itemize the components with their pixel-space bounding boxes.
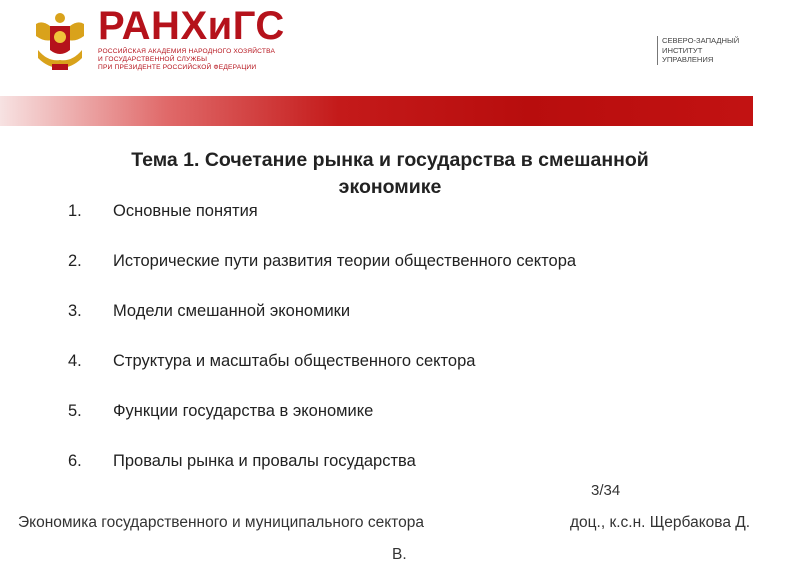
header-accent-bar bbox=[0, 96, 753, 126]
brand-name: РАНХиГС bbox=[98, 4, 285, 48]
brand-sub-line: РОССИЙСКАЯ АКАДЕМИЯ НАРОДНОГО ХОЗЯЙСТВА bbox=[98, 48, 276, 55]
agenda-item-text: Структура и масштабы общественного сектора bbox=[113, 352, 476, 370]
agenda-item-text: Основные понятия bbox=[113, 202, 258, 220]
agenda-item-number: 5. bbox=[68, 402, 82, 420]
institute-line: УПРАВЛЕНИЯ bbox=[662, 55, 714, 64]
agenda-item-text: Модели смешанной экономики bbox=[113, 302, 351, 320]
footer-author: доц., к.с.н. Щербакова Д. bbox=[570, 514, 751, 531]
eagle-emblem-icon bbox=[32, 10, 88, 74]
slide-title-line: экономике bbox=[338, 176, 442, 198]
slide-title bbox=[40, 147, 740, 201]
agenda-item-text: Функции государства в экономике bbox=[113, 402, 374, 420]
brand-sub-line: ПРИ ПРЕЗИДЕНТЕ РОССИЙСКОЙ ФЕДЕРАЦИИ bbox=[98, 64, 257, 72]
institute-line: ИНСТИТУТ bbox=[662, 45, 703, 55]
institute-label bbox=[657, 36, 739, 65]
page-number: 3/34 bbox=[591, 482, 621, 499]
agenda-item-number: 1. bbox=[68, 202, 82, 220]
brand-subtitle bbox=[98, 48, 285, 73]
agenda-item-number: 3. bbox=[68, 302, 82, 320]
institute-line: СЕВЕРО-ЗАПАДНЫЙ bbox=[662, 36, 740, 45]
agenda-item-number: 6. bbox=[68, 452, 82, 470]
brand-block bbox=[98, 6, 285, 73]
footer-course-title: Экономика государственного и муниципального сектора bbox=[18, 514, 424, 531]
agenda-item-number: 2. bbox=[68, 252, 82, 270]
agenda-item-number: 4. bbox=[68, 352, 82, 370]
agenda-item-text: Провалы рынка и провалы государства bbox=[113, 452, 416, 470]
agenda-item-text: Исторические пути развития теории общественного сектора bbox=[113, 252, 577, 270]
slide-title-line: Тема 1. Сочетание рынка и государства в смешанной bbox=[131, 149, 649, 171]
footer-author-initial: В. bbox=[392, 546, 407, 563]
brand-sub-line: И ГОСУДАРСТВЕННОЙ СЛУЖБЫ bbox=[98, 56, 208, 64]
